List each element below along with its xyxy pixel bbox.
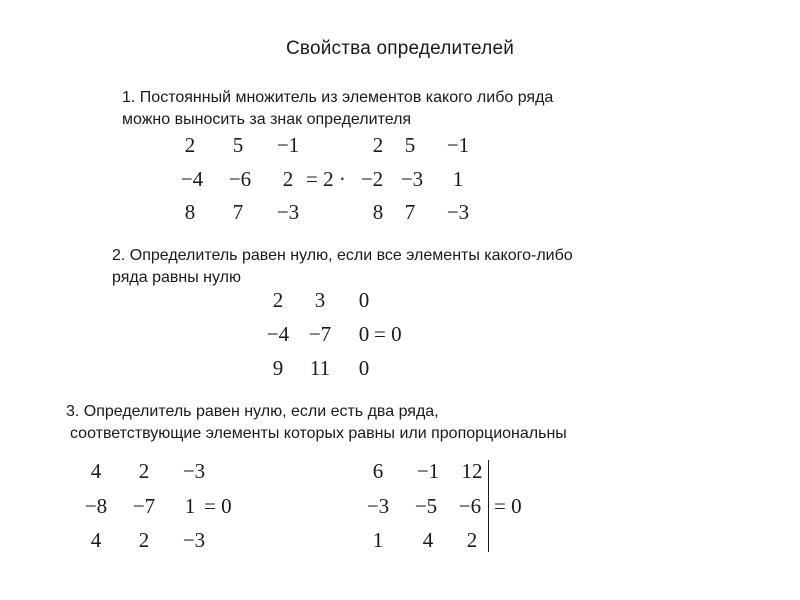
matrix-cell: −7 bbox=[308, 322, 332, 346]
matrix-cell: −8 bbox=[84, 494, 108, 518]
matrix-cell: 11 bbox=[309, 356, 331, 380]
matrix-cell: 2 bbox=[282, 167, 294, 191]
matrix-cell: −1 bbox=[416, 459, 440, 483]
matrix-cell: −1 bbox=[446, 133, 470, 157]
matrix-cell: −7 bbox=[132, 494, 156, 518]
matrix-cell: 5 bbox=[404, 133, 416, 157]
matrix-cell: 7 bbox=[404, 200, 416, 224]
matrix-cell: −3 bbox=[182, 528, 206, 552]
matrix-cell: 6 bbox=[372, 459, 384, 483]
matrix-cell: −6 bbox=[458, 494, 482, 518]
matrix-cell: −3 bbox=[182, 459, 206, 483]
matrix-cell: 0 bbox=[358, 288, 370, 312]
property-2-line-1: 2. Определитель равен нулю, если все элементы какого-либо bbox=[112, 247, 573, 264]
property-3-text bbox=[66, 401, 567, 445]
matrix-cell: 2 bbox=[184, 133, 196, 157]
matrix-cell: 2 bbox=[138, 459, 150, 483]
matrix-cell: 0 bbox=[358, 322, 370, 346]
matrix-cell: −3 bbox=[276, 200, 300, 224]
matrix-cell: −5 bbox=[414, 494, 438, 518]
matrix-cell: 9 bbox=[272, 356, 284, 380]
result-equals-zero: = 0 bbox=[494, 494, 522, 518]
matrix-cell: 0 bbox=[358, 356, 370, 380]
matrix-cell: 2 bbox=[138, 528, 150, 552]
matrix-cell: −3 bbox=[400, 167, 424, 191]
matrix-cell: −4 bbox=[266, 322, 290, 346]
property-1-line-1: 1. Постоянный множитель из элементов какого либо ряда bbox=[122, 89, 554, 106]
matrix-cell: −4 bbox=[180, 167, 204, 191]
matrix-cell: 7 bbox=[232, 200, 244, 224]
matrix-cell: 5 bbox=[232, 133, 244, 157]
property-2-line-2: ряда равны нулю bbox=[112, 269, 241, 286]
matrix-cell: −1 bbox=[276, 133, 300, 157]
matrix-cell: 3 bbox=[314, 288, 326, 312]
matrix-cell: −3 bbox=[366, 494, 390, 518]
matrix-cell: 1 bbox=[372, 528, 384, 552]
result-equals-zero: = 0 bbox=[204, 494, 232, 518]
matrix-cell: 2 bbox=[466, 528, 478, 552]
property-3-line-2: соответствующие элементы которых равны или пропорциональны bbox=[70, 425, 567, 442]
matrix-cell: 4 bbox=[90, 459, 102, 483]
result-equals-zero: = 0 bbox=[374, 322, 402, 346]
matrix-cell: 2 bbox=[372, 133, 384, 157]
matrix-cell: −3 bbox=[446, 200, 470, 224]
matrix-cell: −6 bbox=[228, 167, 252, 191]
matrix-cell: 2 bbox=[272, 288, 284, 312]
matrix-cell: 12 bbox=[461, 459, 483, 483]
property-1-text bbox=[122, 87, 553, 131]
matrix-cell: 4 bbox=[90, 528, 102, 552]
property-1-line-2: можно выносить за знак определителя bbox=[122, 111, 412, 128]
matrix-cell: −2 bbox=[360, 167, 384, 191]
determinant-bar bbox=[488, 460, 489, 552]
matrix-cell: 1 bbox=[452, 167, 464, 191]
multiplier-operator: = 2 · bbox=[306, 167, 346, 191]
property-2-text bbox=[112, 245, 573, 289]
matrix-cell: 8 bbox=[372, 200, 384, 224]
matrix-cell: 8 bbox=[184, 200, 196, 224]
property-3-line-1: 3. Определитель равен нулю, если есть два ряда, bbox=[66, 403, 439, 420]
matrix-cell: 4 bbox=[422, 528, 434, 552]
page-title: Свойства определителей bbox=[285, 38, 515, 59]
matrix-cell: 1 bbox=[184, 494, 196, 518]
